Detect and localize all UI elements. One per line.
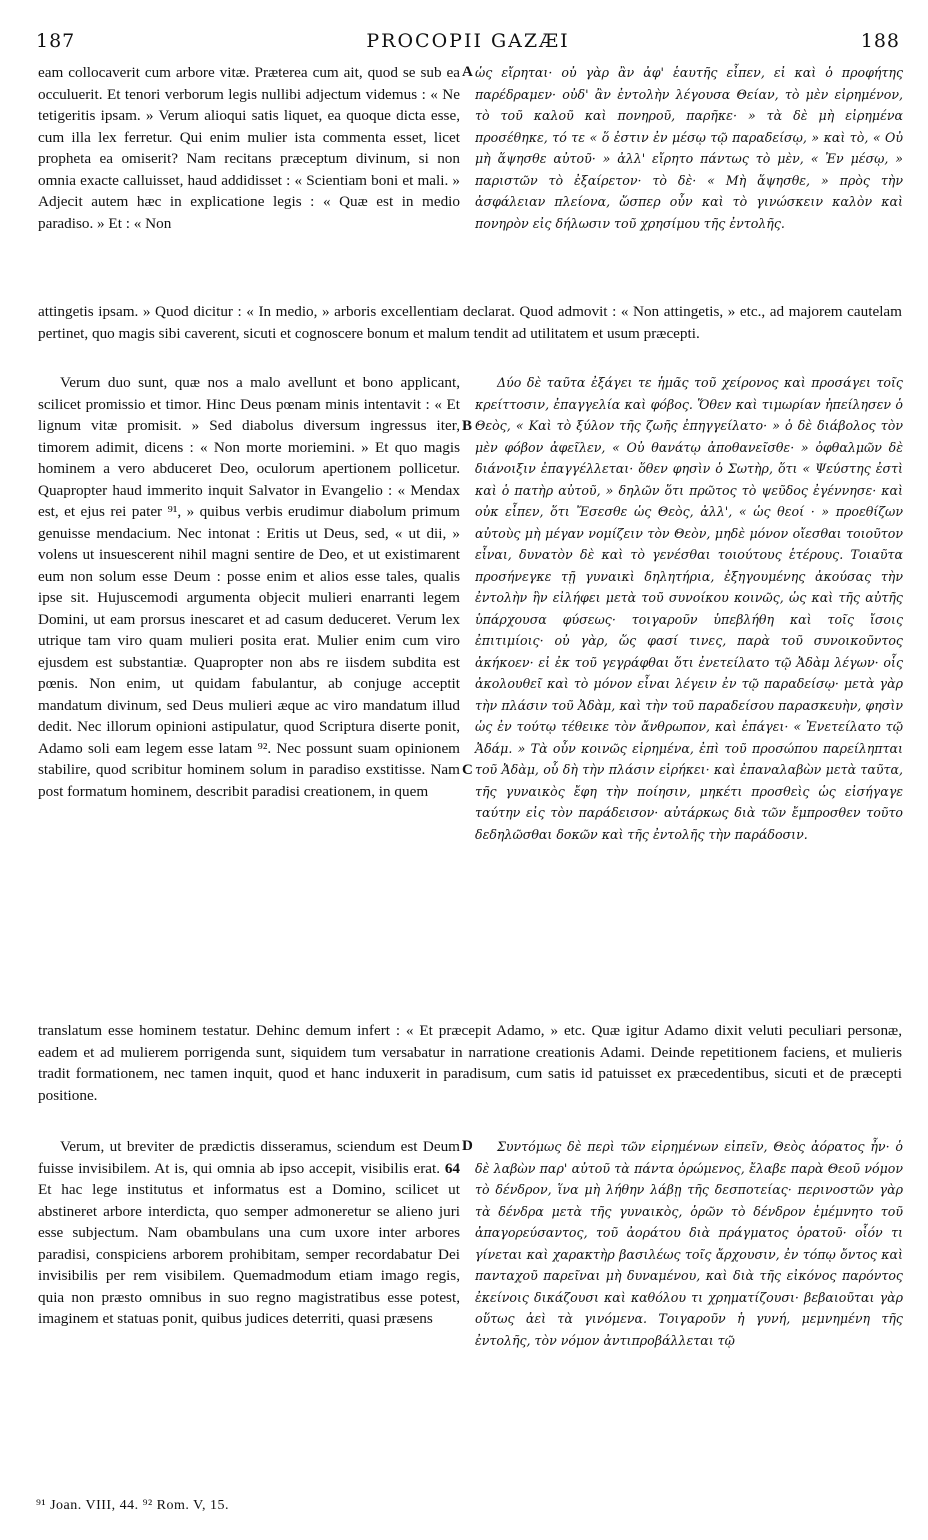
margin-marker-b: B xyxy=(462,418,473,434)
margin-marker-c: C xyxy=(462,762,473,778)
greek-column-section-2 xyxy=(475,372,903,845)
greek-column-section-3 xyxy=(475,1136,903,1351)
column-number: 64 xyxy=(444,1159,461,1177)
latin-fullwidth-section-2 xyxy=(38,1020,902,1106)
greek-paragraph: ὡς εἴρηται· οὐ γὰρ ἂν ἀφ' ἑαυτῆς εἶπεν, εἰ καὶ ὁ προφήτης παρέδραμεν· οὐδ' ἂν ἐντολὴν λέγουσα Θείαν, τὸ μὲν εἰρημένον, τὸ τοῦ καλοῦ καὶ πονηροῦ, παρῆκε· » τὰ δὲ μὴ εἰρημένα προσέθηκε, τό τε « ὅ ἐστιν ἐν μέσῳ τῷ παραδείσῳ, » καὶ τὸ, « Οὐ μὴ ἅψησθε αὐτοῦ· » ἀλλ' εἴρητο πάντως τὸ μὲν, « Ἐν μέσῳ, » παριστῶν τὸ ἐξαίρετον· τὸ δὲ· « Μὴ ἅψησθε, » πρὸς τὴν ἀσφάλειαν πλείονα, ὥσπερ οὖν καὶ τὸ γινώσκειν καλὸν καὶ πονηρὸν εἰς δήλωσιν τοῦ χρησίμου τῆς ἐντολῆς. xyxy=(475,65,903,231)
latin-text-before-colnum: Verum, ut breviter de prædictis disseramus, sciendum est Deum fuisse invisibilem. At is, qui omnia ab ipso accepit, visibilis erat. xyxy=(38,1138,460,1177)
margin-marker-a: A xyxy=(462,64,473,80)
latin-fullwidth-paragraph: attingetis ipsam. » Quod dicitur : « In medio, » arboris excellentiam declarat. Quod admovit : « Non attingetis, » etc., ad majorem cautelam pertinet, quo magis sibi caverent, sicuti et cognoscere bonum et malum tendit ad utilitatem et usum præcepti. xyxy=(38,303,902,342)
latin-column-section-3 xyxy=(38,1136,460,1330)
footnotes: ⁹¹ Joan. VIII, 44. ⁹² Rom. V, 15. xyxy=(36,1498,229,1513)
latin-paragraph: eam collocaverit cum arbore vitæ. Præterea cum ait, quod se sub ea occuluerit. Et tenori verborum legis nullibi adjectum videmus : « Ne tetigeritis ipsam. » Verum alioqui satis liquet, ea quoque dicta esse, cum illa lex ferretur. Qui enim mulier ista commenta esset, licet propheta ea omiserit? Nam recitans præceptum divinum, si non omnia exacte calluisset, haud addidisset : « Scientiam boni et mali. » Adjecit autem hæc in explicatione legis : « Quæ est in medio paradiso. » Et : « Non xyxy=(38,64,460,232)
greek-column-section-1 xyxy=(475,62,903,234)
latin-paragraph xyxy=(38,1136,460,1330)
page-number-left: 187 xyxy=(36,30,76,52)
latin-fullwidth-paragraph: translatum esse hominem testatur. Dehinc demum infert : « Et præcepit Adamo, » etc. Quæ igitur Adamo dixit veluti peculiari personæ, eadem et ad mulierem porrigenda sunt, siquidem tum versabatur in narratione creationis Adami. Deinde repetitionem faciens, et mulieris tradit formationem, nec tamen inquit, quod et hanc induxerit in paradisum, cum satis id patuisset ex præcedentibus, sicuti et de præcepti positione. xyxy=(38,1022,902,1104)
latin-column-section-1 xyxy=(38,62,460,234)
latin-text-after-colnum: Et hac lege institutus et informatus est a Domino, scilicet ut abstineret arbore interdicta, quo semper admoneretur se alieno juri esse subjectum. Nam obambulans una cum uxore inter arbores paradisi, conspiciens arborem prohibitam, semper recordabatur Dei invisibilis per rem visibilem. Quemadmodum etiam imago regis, quia non præsto omnibus in suo regno magistratibus esse potest, imaginem et statuas ponit, quibus judices deterriti, quasi præsens xyxy=(38,1181,460,1327)
latin-fullwidth-section-1 xyxy=(38,301,902,344)
running-title: PROCOPII GAZÆI xyxy=(366,30,570,52)
running-header xyxy=(36,30,900,56)
page-number-right: 188 xyxy=(860,30,900,52)
latin-column-section-2 xyxy=(38,372,460,802)
margin-marker-d: D xyxy=(462,1138,473,1154)
greek-paragraph: Συντόμως δὲ περὶ τῶν εἰρημένων εἰπεῖν, Θεὸς ἀόρατος ἦν· ὁ δὲ λαβὼν παρ' αὐτοῦ τὰ πάντα ὁρώμενος, ἔλαβε παρὰ Θεοῦ νόμον τὸ δένδρον, ἵνα μὴ λήθην λάβῃ τῆς δεσποτείας· περινοστῶν γὰρ τὰ δένδρα μετὰ τῆς γυναικὸς, ὁρῶν τὸ δένδρον ἐμέμνητο τοῦ ἀπαγορεύσαντος, τοῦ ἀοράτου διὰ πράγματος ὁρατοῦ· οἷόν τι γίνεται καὶ χαρακτὴρ βασιλέως τοῖς ἄρχουσιν, ἐν τόπῳ ὄντος καὶ πανταχοῦ παρεῖναι μὴ δυναμένου, καὶ διὰ τῆς εἰκόνος παρόντος ἐκείνοις δικάζουσι καὶ καθόλου τι χρηματίζουσι· βεβαιοῦται γὰρ οὕτως ἀεὶ τὰ γινόμενα. Τοιγαροῦν ἡ γυνή, μεμνημένη τῆς ἐντολῆς, τὸν νόμον ἀντιπροβάλλεται τῷ xyxy=(475,1139,903,1348)
greek-paragraph: Δύο δὲ ταῦτα ἐξάγει τε ἡμᾶς τοῦ χείρονος καὶ προσάγει τοῖς κρείττοσιν, ἐπαγγελία καὶ φόβος. Ὅθεν καὶ τιμωρίαν ἠπείλησεν ὁ Θεὸς, « Καὶ τὸ ξύλον τῆς ζωῆς ἐπηγγείλατο· » ὁ δὲ διάβολος τὸν μὲν φόβον ἀφεῖλεν, « Οὐ θανάτῳ ἀποθανεῖσθε· » ὀφθαλμῶν δὲ διάνοιξιν ἐπαγγέλλεται· ὅθεν φησὶν ὁ Σωτὴρ, ὅτι « Ψεύστης ἐστὶ καὶ ὁ πατὴρ αὐτοῦ, » δηλῶν ὅτι πρῶτος τὸ ψεῦδος ἐγέννησε· καὶ οὐκ εἶπεν, ὅτι Ἔσεσθε ὡς Θεὸς, ἀλλ', « ὡς θεοί · » προεθίζων αὐτοὺς μὴ μέγαν νομίζειν τὸν Θεὸν, μηδὲ μόνον οἴεσθαι τοιοῦτον εἶναι, δυνατὸν δὲ καὶ τὸ γενέσθαι τοιούτους ἑτέρους. Τοιαῦτα προσήνεγκε τῇ γυναικὶ δηλητήρια, ἐξηγουμένης ἀκούσας τὴν ἐντολὴν ἣν εἰλήφει μετὰ τοῦ συνοίκου κοινῶς, ὡς καὶ τῆς αὐτῆς ὑπάρχουσα φύσεως· τοιγαροῦν ὑπεβλήθη καὶ τοῖς ἴσοις ἐπιτιμίοις· οὐ γὰρ, ὥς φασί τινες, παρὰ τοῦ συνοικοῦντος ἀκήκοεν· εἰ ἐκ τοῦ γεγράφθαι ὅτι ἐνετείλατο τῷ Ἀδὰμ λέγων· οἷς ἀκολουθεῖ καὶ τὸ μόνον εἶναι λέγειν ἐν τῷ παραδείσῳ· μετὰ γὰρ τὴν πλάσιν τοῦ Ἀδὰμ, καὶ τὴν τοῦ παραδείσου παρασκευὴν, φησὶν ὡς ἐν τούτῳ τέθεικε τὸν ἄνθρωπον, καὶ ἐπάγει· « Ἐνετείλατο τῷ Ἀδάμ. » Τὰ οὖν κοινῶς εἰρημένα, ἐπὶ τοῦ προσώπου παρείληπται τοῦ Ἀδὰμ, οὗ δὴ τὴν πλάσιν εἰρήκει· καὶ ἐπαναλαβὼν μετὰ ταῦτα, τῆς γυναικὸς ἔφη τὴν ποίησιν, μηκέτι προσθεὶς ὡς εἰσήγαγε ταύτην εἰς τὸν παράδεισον· αὐτάρκως διὰ τῶν ἔμπροσθεν τοῦτο δεδηλῶσθαι δοκῶν καὶ τῆς ἐντολῆς τὴν παράδοσιν. xyxy=(475,375,903,842)
latin-paragraph: Verum duo sunt, quæ nos a malo avellunt et bono applicant, scilicet promissio et timor. Hinc Deus pœnam minis intentavit : « Et lignum vitæ promisit. » Sed diabolus diversum ingressus iter, timorem adimit, dicens : « Non morte moriemini. » Et quo magis hominem a vero abduceret Deo, oculorum apertionem pollicetur. Quapropter haud immerito inquit Salvator in Evangelio : « Mendax est, et ejus rei pater ⁹¹, » quibus verbis erudimur diabolum primum genuisse mendacium. Nec intonat : Eritis ut Deus, sed, « ut dii, » volens ut insuescerent nihil magni sentire de Deo, et ut existimarent eum non solum esse Deum : posse enim et alios esse tales, qualis ipse sit. Hujuscemodi argumenta objecit mulieri enarranti legem Domini, ut eam prorsus inescaret et ad casum deduceret. Verum lex utrique tam viro quam mulieri posita erat. Mulier enim cum viro ejusdem est substantiæ. Quapropter non abs re iisdem subdita est pœnis. Non enim, ut quidam fabulantur, ab conjuge acceptit mandatum divinum, sed Deus mulieri æque ac viro mandatum illud dedit. Nec illorum opinioni astipulatur, quod Scriptura diserte ponit, Adamo soli eam legem esse latam ⁹². Nec possunt suam opinionem stabilire, quod scribitur hominem solum in paradiso exstitisse. Nam post formatum hominem, describit paradisi creationem, in quem xyxy=(38,374,460,800)
